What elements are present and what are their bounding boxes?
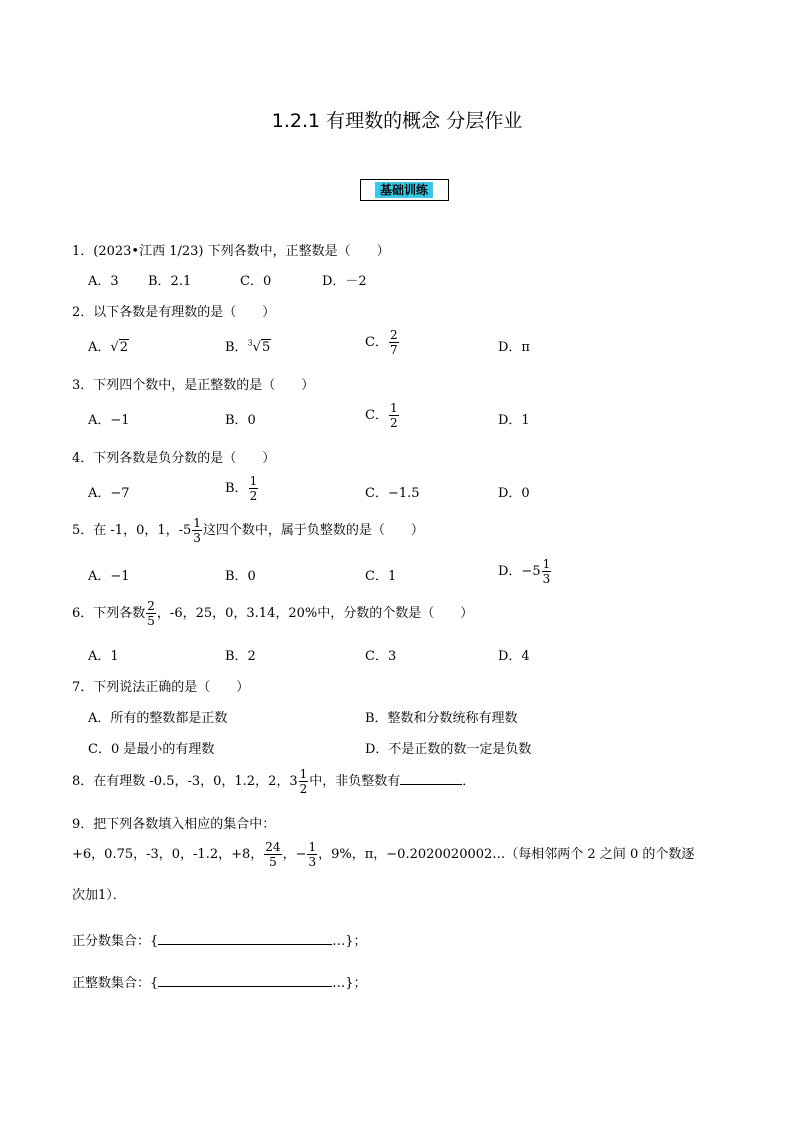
numerator: 1 [249, 474, 258, 488]
set-label: 正整数集合：{ [72, 976, 159, 991]
question-1-option-b: B．2.1 [148, 274, 192, 289]
option-prefix: C． [365, 335, 388, 350]
denominator: 2 [249, 489, 258, 503]
question-5-option-c: C．1 [365, 569, 397, 584]
number-list-text: +6，0.75，-3，0，-1.2，+8， [72, 847, 264, 862]
answer-blank[interactable] [400, 784, 462, 785]
page-title: 1.2.1 有理数的概念 分层作业 [271, 110, 523, 132]
question-6-stem [72, 599, 473, 628]
fraction [389, 401, 399, 430]
question-2-option-d: D．π [498, 340, 530, 355]
question-1-option-d: D．－2 [322, 274, 367, 289]
question-8-stem [72, 767, 475, 796]
option-prefix: B． [225, 481, 248, 496]
question-6-option-c: C．3 [365, 649, 397, 664]
numerator: 1 [193, 516, 201, 530]
set-answer-blank[interactable] [158, 986, 332, 987]
question-3-option-a: A．−1 [88, 413, 130, 428]
question-3-option-d: D．1 [498, 413, 530, 428]
set-end: …}； [332, 976, 367, 991]
denominator: 2 [299, 782, 308, 796]
denominator: 7 [389, 343, 398, 357]
sqrt-radicand: 2 [119, 340, 128, 355]
fraction [192, 516, 202, 545]
question-4-stem: 4．下列各数是负分数的是（ ） [72, 451, 276, 466]
number-list-text: ，9%，π，−0.2020020002…（每相邻两个 2 之间 0 的个数逐 [318, 847, 695, 862]
numerator: 1 [389, 401, 398, 415]
question-1-option-c: C．0 [240, 274, 272, 289]
numerator: 2 [389, 328, 398, 342]
denominator: 5 [269, 855, 277, 869]
stem-text: 这四个数中，属于负整数的是（ ） [202, 523, 424, 538]
question-2-option-a [88, 336, 129, 355]
question-2-option-c [365, 328, 400, 357]
question-4-option-b [225, 474, 259, 503]
denominator: 3 [308, 855, 317, 869]
denominator: 3 [542, 572, 551, 586]
question-5-option-d [498, 557, 552, 586]
question-7-option-c: C．0 是最小的有理数 [88, 742, 215, 757]
numerator: 2 [147, 599, 155, 613]
set-end: …}； [332, 934, 367, 949]
stem-text: 8．在有理数 -0.5，-3，0，1.2，2，3 [72, 774, 298, 789]
denominator: 2 [389, 416, 398, 430]
question-7-option-a: A．所有的整数都是正数 [88, 711, 228, 726]
question-6-option-b: B．2 [225, 649, 256, 664]
question-4-option-a: A．−7 [88, 486, 130, 501]
question-3-stem: 3．下列四个数中，是正整数的是（ ） [72, 378, 315, 393]
fraction [299, 767, 309, 796]
question-1-option-a: A．3 [88, 274, 119, 289]
stem-text: 5．在 -1，0，1，-5 [72, 523, 192, 538]
question-3-option-c [365, 401, 400, 430]
question-6-option-a: A．1 [88, 649, 119, 664]
set-answer-blank[interactable] [158, 944, 332, 945]
numerator: 24 [265, 840, 281, 854]
option-prefix: A． [88, 340, 111, 355]
fraction [542, 557, 552, 586]
positive-fraction-set [72, 930, 367, 949]
fraction [389, 328, 399, 357]
root-index: 3 [247, 338, 253, 348]
stem-text: ，-6，25，0，3.14，20%中，分数的个数是（ ） [156, 606, 474, 621]
positive-integer-set [72, 972, 367, 991]
question-3-option-b: B．0 [225, 413, 256, 428]
question-7-option-d: D．不是正数的数一定是负数 [365, 742, 532, 757]
section-badge [360, 179, 449, 201]
section-badge-label: 基础训练 [375, 182, 433, 198]
fraction [146, 599, 156, 628]
set-label: 正分数集合：{ [72, 934, 159, 949]
question-5-option-a: A．−1 [88, 569, 130, 584]
numerator: 1 [308, 840, 317, 854]
question-7-option-b: B．整数和分数统称有理数 [365, 711, 518, 726]
question-2-option-b [225, 336, 271, 355]
question-9-number-list-continued: 次加1）． [72, 888, 126, 903]
numerator: 1 [542, 557, 551, 571]
question-4-option-c: C．−1.5 [365, 486, 420, 501]
option-prefix: D．−5 [498, 564, 541, 579]
stem-text: 中，非负整数有 [309, 774, 401, 789]
fraction [264, 840, 281, 869]
option-prefix: C． [365, 408, 388, 423]
question-9-number-list [72, 840, 694, 869]
sqrt-symbol: √ [110, 340, 119, 355]
sqrt-symbol: √ [252, 340, 261, 355]
question-5-option-b: B．0 [225, 569, 256, 584]
question-5-stem [72, 516, 424, 545]
stem-text: 6．下列各数 [72, 606, 146, 621]
stem-end: ． [462, 774, 476, 789]
option-prefix: B． [225, 340, 248, 355]
denominator: 3 [193, 531, 201, 545]
sqrt-radicand: 5 [261, 340, 271, 355]
question-1-stem: 1．(2023•江西 1/23) 下列各数中，正整数是（ ） [72, 244, 390, 259]
denominator: 5 [147, 614, 155, 628]
question-4-option-d: D．0 [498, 486, 530, 501]
question-7-stem: 7．下列说法正确的是（ ） [72, 680, 250, 695]
fraction [249, 474, 259, 503]
number-list-text: ，− [282, 847, 307, 862]
question-2-stem: 2．以下各数是有理数的是（ ） [72, 305, 276, 320]
question-6-option-d: D．4 [498, 649, 530, 664]
fraction [307, 840, 317, 869]
numerator: 1 [299, 767, 308, 781]
question-9-stem: 9．把下列各数填入相应的集合中： [72, 817, 276, 832]
